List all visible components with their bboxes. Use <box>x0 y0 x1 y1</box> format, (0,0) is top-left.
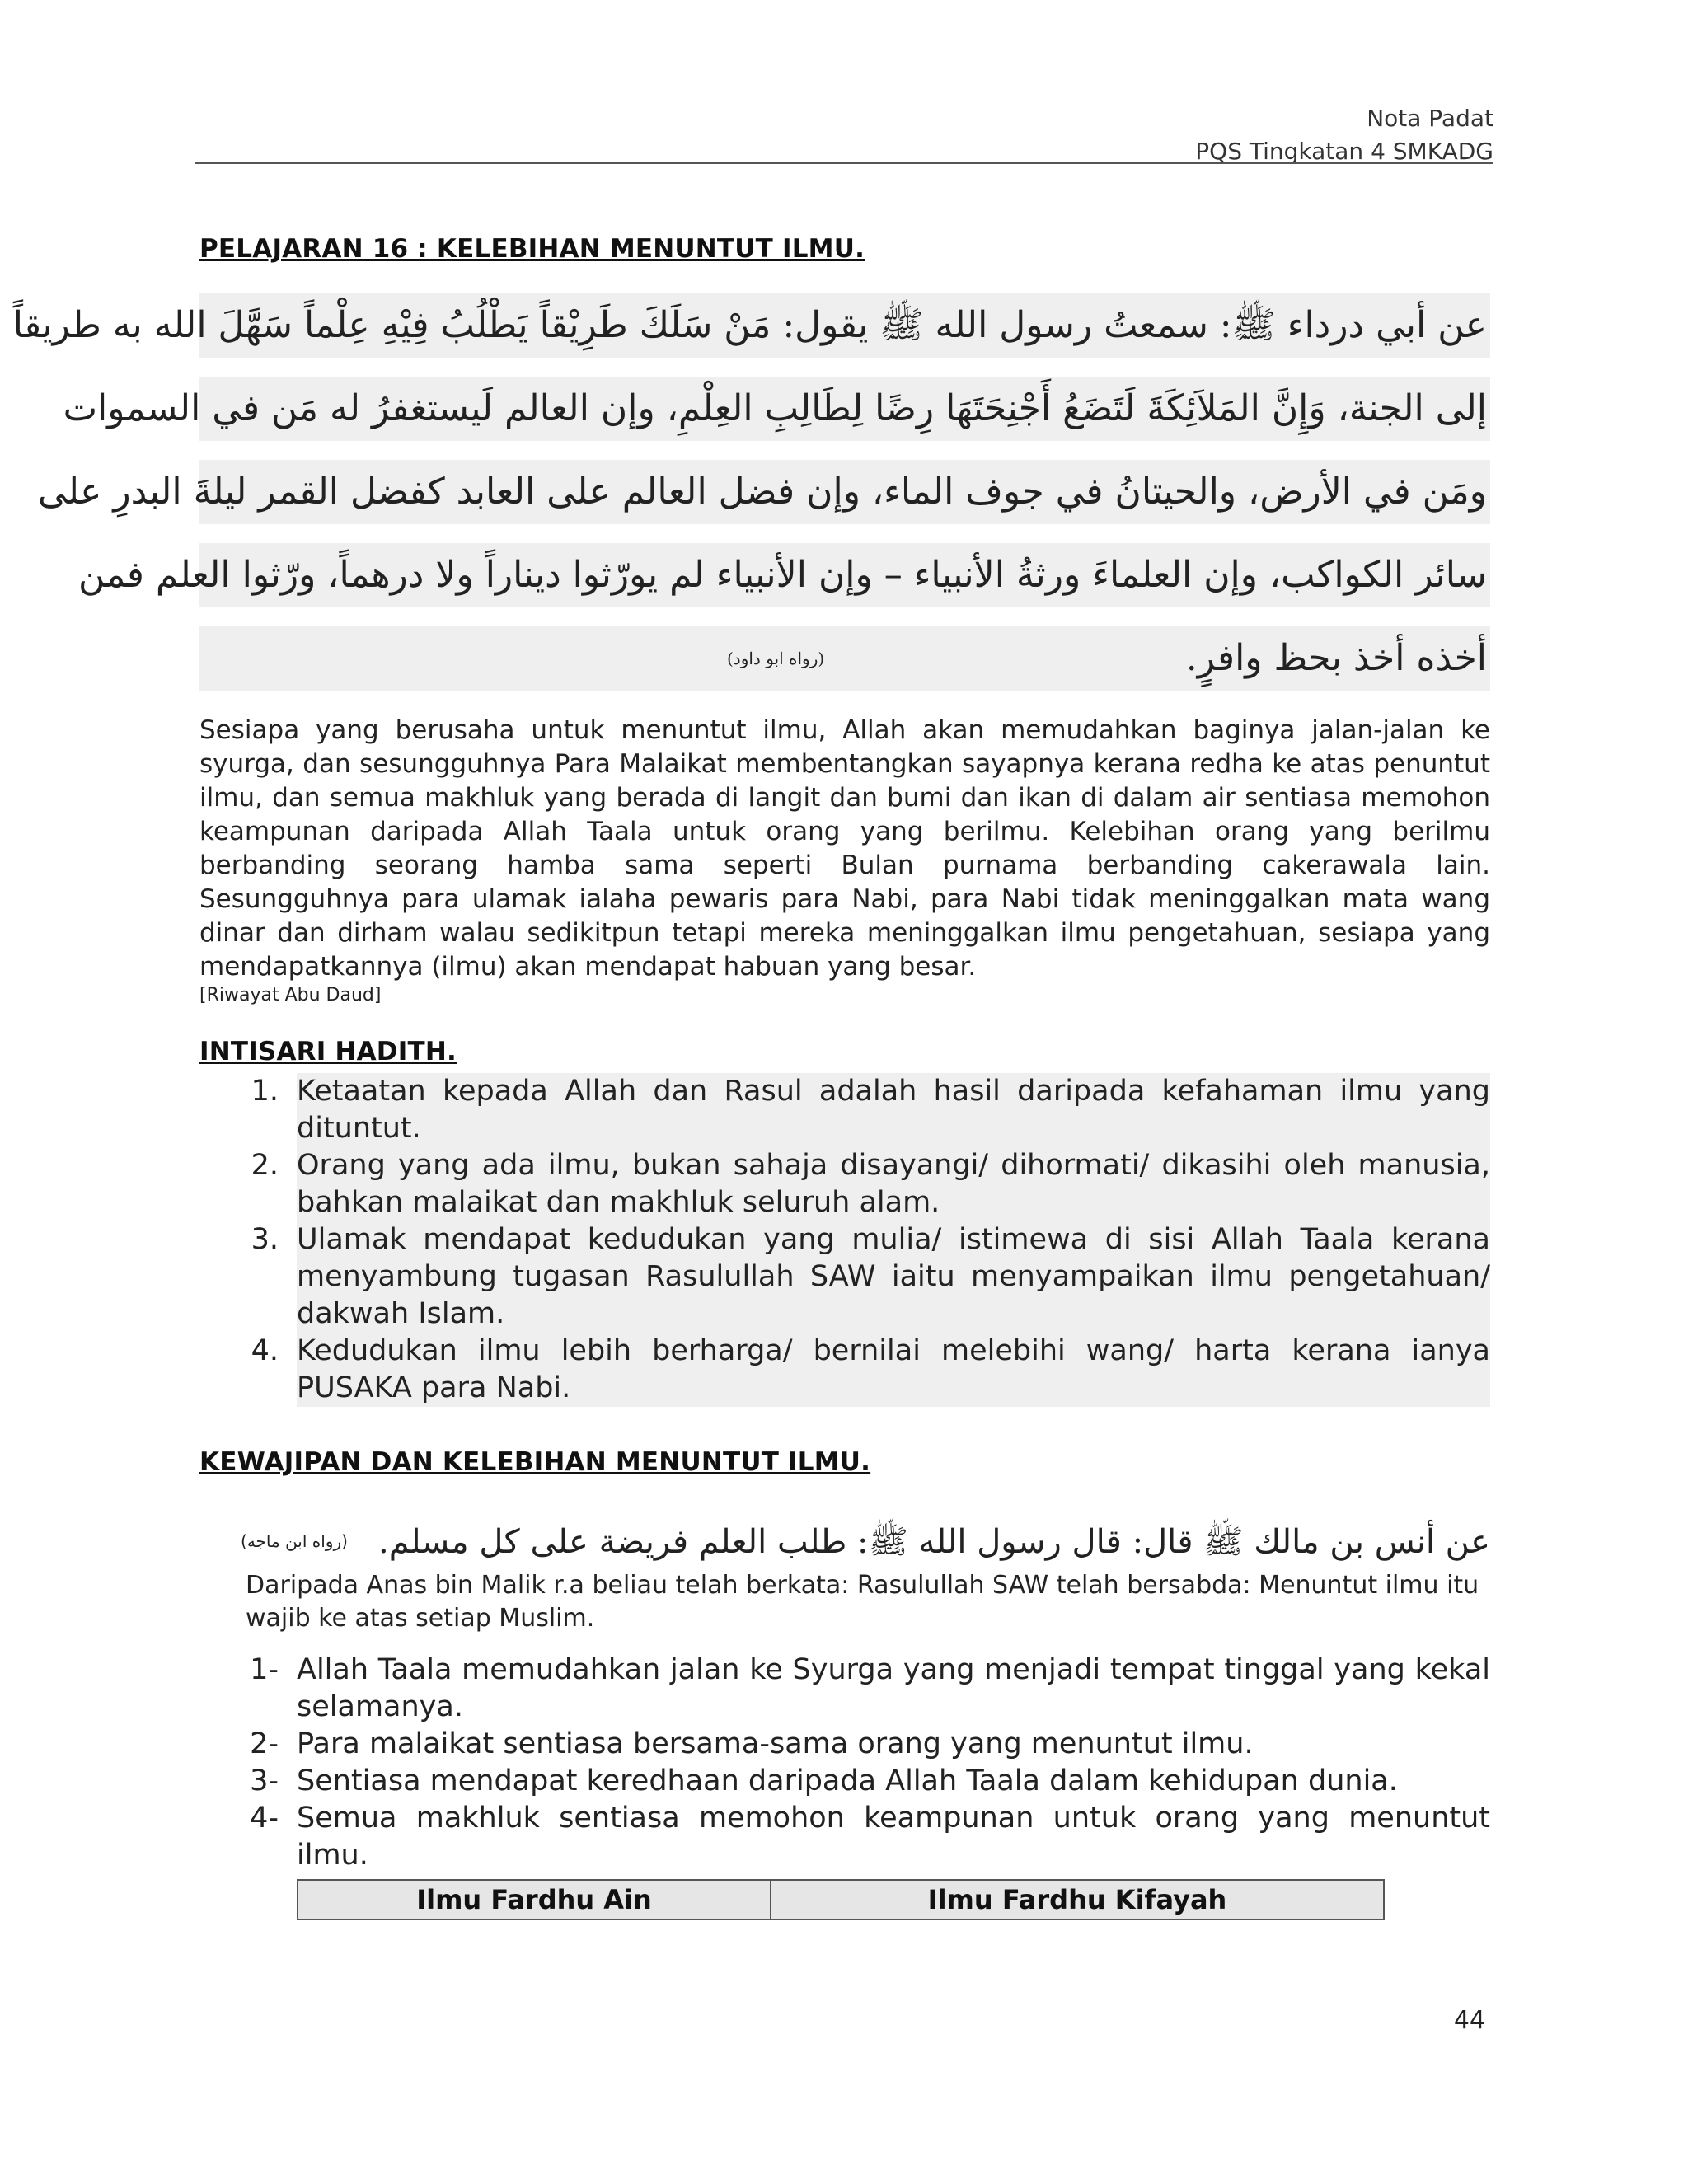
list-item <box>199 1333 1490 1407</box>
kewajipan-arabic: عن أنس بن مالك ﷺ قال: قال رسول الله ﷺ: طلب العلم فريضة على كل مسلم. <box>377 1523 1490 1561</box>
hadith-arabic-block <box>12 293 1490 691</box>
item-number: 1- <box>250 1653 279 1686</box>
kewajipan-list <box>199 1652 1490 1874</box>
kewajipan-title: KEWAJIPAN DAN KELEBIHAN MENUNTUT ILMU. <box>199 1447 871 1477</box>
kewajipan-hadith <box>199 1513 1490 1571</box>
translation-reference: [Riwayat Abu Daud] <box>199 985 382 1005</box>
list-item <box>199 1763 1490 1800</box>
translation-text: Sesiapa yang berusaha untuk menuntut ilmu, Allah akan memudahkan baginya jalan-jalan ke syurga, dan sesungguhnya Para Malaikat membentangkan sayapnya kerana redha ke atas penuntut ilmu, dan semua makhluk yang berada di langit dan bumi dan ikan di dalam air sentiasa memohon keampunan daripada Allah Taala untuk orang yang berilmu. Kelebihan orang yang berilmu berbanding seorang hamba sama seperti Bulan purnama berbanding cakerawala lain. Sesungguhnya para ulamak ialaha pewaris para Nabi, para Nabi tidak meninggalkan mata wang dinar dan dirham walau sedikitpun tetapi mereka meninggalkan ilmu pengetahuan, sesiapa yang mendapatkannya (ilmu) akan mendapat habuan yang besar. <box>199 715 1490 982</box>
arabic-reference: (رواه ابو داود) <box>727 649 825 668</box>
intisari-title: INTISARI HADITH. <box>199 1037 457 1066</box>
arabic-line-2: إلى الجنة، وَإِنَّ المَلاَئِكَةَ لَتَضَعُ أَجْنِحَتَهَا رِضًا لِطَالِبِ العِلْمِ، وإن العالم لَيستغفرُ له مَن في السموات <box>199 377 1490 441</box>
item-number: 2. <box>251 1149 279 1182</box>
fardhu-table <box>297 1879 1385 1920</box>
table-header-row <box>298 1880 1384 1919</box>
table-header-fardhu-ain: Ilmu Fardhu Ain <box>298 1880 771 1919</box>
item-number: 2- <box>250 1727 279 1760</box>
kewajipan-translation: Daripada Anas bin Malik r.a beliau telah berkata: Rasulullah SAW telah bersabda: Menuntut ilmu itu wajib ke atas setiap Muslim. <box>246 1571 1479 1633</box>
item-text: Para malaikat sentiasa bersama-sama orang yang menuntut ilmu. <box>297 1727 1254 1760</box>
item-text: Kedudukan ilmu lebih berharga/ bernilai melebihi wang/ harta kerana ianya PUSAKA para Nabi. <box>297 1333 1490 1407</box>
item-number: 4. <box>251 1334 279 1367</box>
item-text: Semua makhluk sentiasa memohon keampunan untuk orang yang menuntut ilmu. <box>297 1802 1490 1872</box>
arabic-line-1: عن أبي درداء ﷺ: سمعتُ رسول الله ﷺ يقول: مَنْ سَلَكَ طَرِيْقاً يَطْلُبُ فِيْهِ عِلْماً سَهَّلَ الله به طريقاً <box>199 293 1490 358</box>
header-line-2: PQS Tingkatan 4 SMKADG <box>1195 138 1493 165</box>
arabic-last-text: أخذه أخذ بحظ وافرٍ. <box>1185 637 1487 679</box>
page-header <box>1195 102 1493 168</box>
item-number: 4- <box>250 1802 279 1835</box>
arabic-line-4: سائر الكواكب، وإن العلماءَ ورثةُ الأنبياء – وإن الأنبياء لم يورّثوا ديناراً ولا درهماً، ورّثوا العلم فمن <box>199 543 1490 607</box>
list-item <box>199 1147 1490 1221</box>
item-text: Ulamak mendapat kedudukan yang mulia/ istimewa di sisi Allah Taala kerana menyambung tugasan Rasulullah SAW iaitu menyampaikan ilmu pengetahuan/ dakwah Islam. <box>297 1221 1490 1333</box>
item-text: Allah Taala memudahkan jalan ke Syurga yang menjadi tempat tinggal yang kekal selamanya. <box>297 1653 1490 1723</box>
list-item <box>199 1726 1490 1763</box>
kewajipan-arabic-reference: (رواه ابن ماجه) <box>241 1531 348 1551</box>
page-number: 44 <box>1453 2006 1485 2035</box>
item-text: Sentiasa mendapat keredhaan daripada Allah Taala dalam kehidupan dunia. <box>297 1765 1398 1797</box>
hadith-translation <box>199 714 1490 1007</box>
arabic-line-3: ومَن في الأرض، والحيتانُ في جوف الماء، وإن فضل العالم على العابد كفضل القمر ليلةَ البدرِ على <box>199 460 1490 524</box>
list-item <box>199 1652 1490 1726</box>
arabic-line-5 <box>199 626 1490 691</box>
lesson-title: PELAJARAN 16 : KELEBIHAN MENUNTUT ILMU. <box>199 234 865 264</box>
header-line-1: Nota Padat <box>1367 105 1493 132</box>
item-text: Ketaatan kepada Allah dan Rasul adalah hasil daripada kefahaman ilmu yang dituntut. <box>297 1073 1490 1147</box>
intisari-list <box>199 1073 1490 1407</box>
item-number: 3- <box>250 1765 279 1797</box>
list-item <box>199 1221 1490 1333</box>
list-item <box>199 1800 1490 1874</box>
item-number: 3. <box>251 1223 279 1256</box>
list-item <box>199 1073 1490 1147</box>
header-divider <box>195 162 1493 164</box>
table-header-fardhu-kifayah: Ilmu Fardhu Kifayah <box>771 1880 1384 1919</box>
item-number: 1. <box>251 1075 279 1108</box>
item-text: Orang yang ada ilmu, bukan sahaja disayangi/ dihormati/ dikasihi oleh manusia, bahkan malaikat dan makhluk seluruh alam. <box>297 1147 1490 1221</box>
